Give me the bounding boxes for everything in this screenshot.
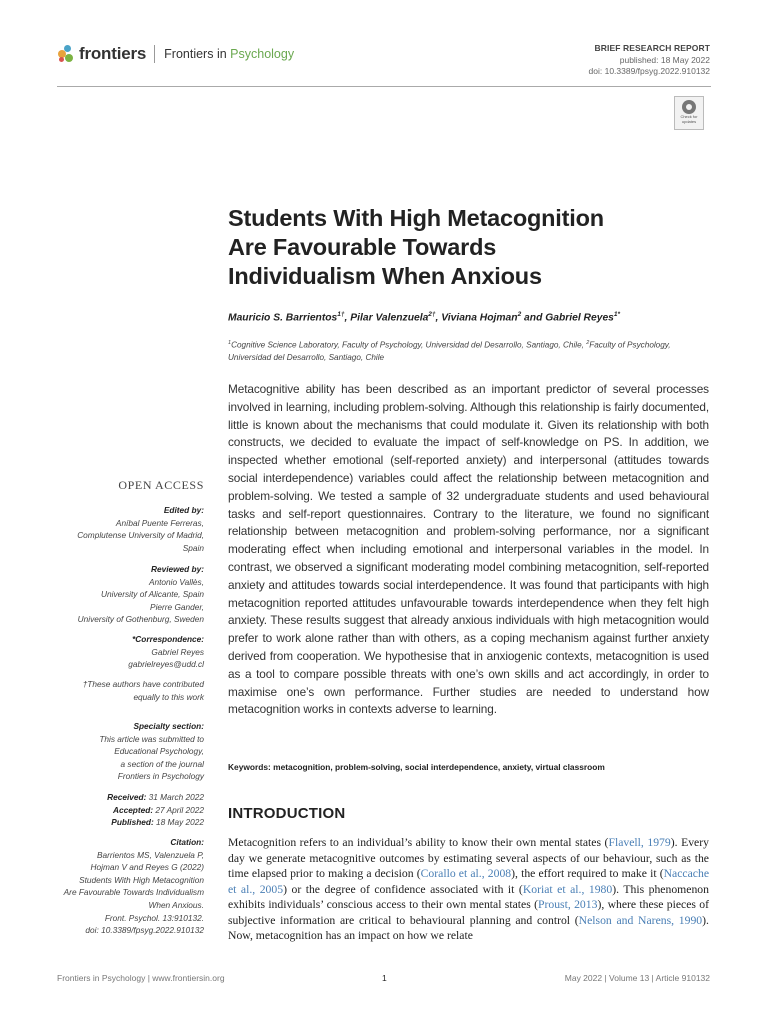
edited-by: Edited by: Aníbal Puente Ferreras, Complutense University of Madrid, Spain xyxy=(77,505,204,553)
header-divider xyxy=(57,86,711,87)
citation-link[interactable]: Naccache et al., 2005 xyxy=(228,867,710,896)
citation-doi[interactable]: doi: 10.3389/fpsyg.2022.910132 xyxy=(85,925,204,936)
specialty-section: Specialty section: This article was submitted to Educational Psychology, a section of the journal Frontiers in Psychology xyxy=(99,721,204,782)
section-heading-introduction: INTRODUCTION xyxy=(228,805,346,822)
intro-text-segment: ). Every day we generate metacognitive outcomes by estimating several aspects of our behaviour, such as the time elapsed prior to making a decision ( xyxy=(228,836,709,880)
check-for-updates-button[interactable]: Check for updates xyxy=(674,96,704,130)
intro-text-segment: ), where these pieces of subjective information are critical to behavioural planning and control ( xyxy=(228,898,709,927)
author-name[interactable]: Viviana Hojman xyxy=(441,312,518,324)
frontiers-logo-icon xyxy=(57,45,75,63)
intro-text-segment: ), the effort required to make it ( xyxy=(511,867,664,880)
reviewed-by: Reviewed by: Antonio Vallès, University of Alicante, Spain Pierre Gander, University of Gothenburg, Sweden xyxy=(77,564,204,625)
citation-link[interactable]: Proust, 2013 xyxy=(537,898,598,911)
citation-link[interactable]: Corallo et al., 2008 xyxy=(420,867,512,880)
logo-divider xyxy=(154,45,155,63)
page-number: 1 xyxy=(382,973,387,983)
citation: Citation: Barrientos MS, Valenzuela P, Hojman V and Reyes G (2022) Students With High Metacognition Are Favourable Towards Individualism When Anxious. Front. Psychol. 13:910132. doi: 10.3389/fpsyg.2022.910132 xyxy=(63,837,204,936)
author-contribution-note: †These authors have contributed equally to this work xyxy=(82,679,204,702)
doi[interactable]: doi: 10.3389/fpsyg.2022.910132 xyxy=(588,66,710,76)
correspondence-email[interactable]: gabrielreyes@udd.cl xyxy=(128,659,204,670)
journal-name[interactable]: Frontiers in Psychology xyxy=(164,47,295,61)
published-date: published: 18 May 2022 xyxy=(619,54,710,65)
footer-issue-info: May 2022 | Volume 13 | Article 910132 xyxy=(564,973,710,983)
logo-text: frontiers xyxy=(79,44,147,63)
article-title: Students With High Metacognition Are Favourable Towards Individualism When Anxious xyxy=(228,205,604,289)
open-access-label: OPEN ACCESS xyxy=(118,478,204,492)
citation-link[interactable]: Flavell, 1979 xyxy=(608,836,671,849)
article-meta xyxy=(589,43,710,78)
citation-link[interactable]: Nelson and Narens, 1990 xyxy=(578,913,703,927)
article-type: BRIEF RESEARCH REPORT xyxy=(594,43,710,53)
correspondence: *Correspondence: Gabriel Reyes gabrielreyes@udd.cl xyxy=(128,634,204,670)
author-name[interactable]: Gabriel Reyes xyxy=(545,312,614,324)
author-list: Mauricio S. Barrientos$^{1\dagger}$, Pilar Valenzuela$^{2\dagger}$, Viviana Hojman$^2$ and Gabriel Reyes$^{1*}$ xyxy=(228,311,621,324)
footer-journal-link[interactable]: Frontiers in Psychology | www.frontiersin.org xyxy=(57,973,225,983)
intro-text-segment: ) or the degree of confidence associated with it ( xyxy=(283,882,523,896)
frontiers-logo[interactable] xyxy=(57,44,294,64)
introduction-text xyxy=(228,835,709,944)
author-name[interactable]: Pilar Valenzuela xyxy=(350,312,429,324)
article-dates: Received: 31 March 2022 Accepted: 27 April 2022 Published: 18 May 2022 xyxy=(107,792,204,828)
intro-text-segment: ). This phenomenon exhibits individuals’ conscious access to their own mental states ( xyxy=(228,882,709,911)
citation-link[interactable]: Koriat et al., 1980 xyxy=(522,882,613,896)
affiliations: $^1$Cognitive Science Laboratory, Faculty of Psychology, Universidad del Desarrollo, Santiago, Chile, $^2$Faculty of Psychology, Universidad del Desarrollo, Santiago, Chile xyxy=(228,340,671,363)
author-name[interactable]: Mauricio S. Barrientos xyxy=(228,312,338,324)
keywords: Keywords: metacognition, problem-solving, social interdependence, anxiety, virtual classroom xyxy=(228,762,605,772)
intro-text-segment: Metacognition refers to an individual’s ability to know their own mental states ( xyxy=(228,836,609,849)
abstract: Metacognitive ability has been described as an important predictor of several processes involved in learning, including problem-solving. Although this relationship is fairly documented, little is known about the mechanisms that could modulate it. Given its relationship with both constructs, we decided to evaluate the impact of self-knowledge on PS. In addition, we inspected whether emotional (self-reported anxiety) and interpersonal (attitudes towards social interdependence) variables could affect the relationship between metacognition and problem-solving. We tested a sample of 32 undergraduate students and used behavioural tasks and self-report questionnaires. Contrary to the literature, we found no significant relationship between metacognition and problem-solving performance, nor a significant moderating effect when including emotional and interpersonal variables in the model. In contrast, we observed a significant moderating model combining metacognition, self-reported anxiety and attitudes towards social interdependence. It was found that participants with high metacognition reported attitudes unfavourable towards interdependence when they felt high anxiety. These results suggest that already anxious individuals with high metacognition would prefer to work alone rather than with others, as a coping mechanism against further anxiety derived from cooperation. We hypothesise that in anxiogenic contexts, metacognition is used as a tool to compare possible threats with one’s own skills and act accordingly, in order to maximise one’s own performance. Further studies are needed to understand how metacognition works in contexts adverse to learning. xyxy=(228,382,709,717)
intro-text-segment: ). Now, metacognition has an impact on how we relate xyxy=(228,913,709,942)
check-updates-icon xyxy=(682,100,696,114)
